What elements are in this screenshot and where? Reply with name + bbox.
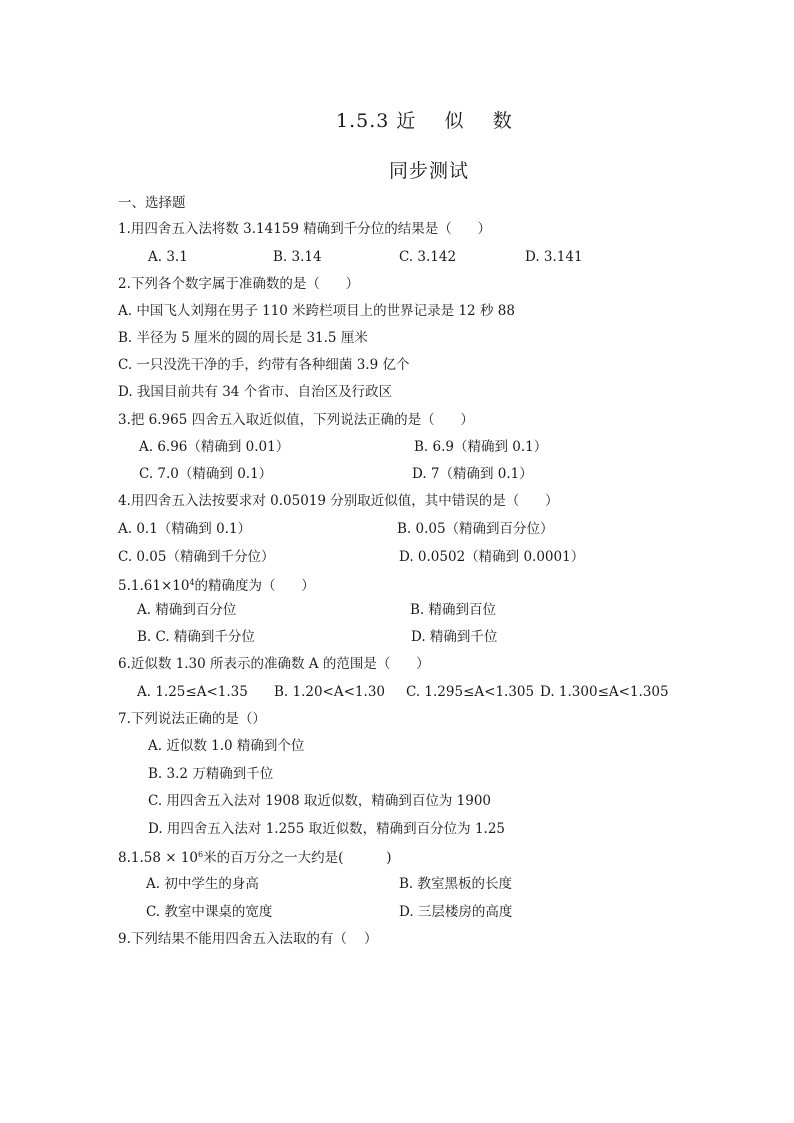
question-8-stem-tail: 米的百万分之一大约是( )	[203, 850, 392, 866]
question-2-option-d: D. 我国目前共有 34 个省市、自治区及行政区	[118, 384, 393, 400]
question-8-option-a: A. 初中学生的身高	[146, 876, 259, 892]
question-6-option-a: A. 1.25≤A<1.35	[137, 684, 248, 700]
question-5-option-a: A. 精确到百分位	[137, 602, 237, 618]
question-4-stem: 4.用四舍五入法按要求对 0.05019 分别取近似值，其中错误的是（ ）	[118, 493, 559, 509]
section-heading: 一、选择题	[118, 195, 186, 211]
question-7-stem: 7.下列说法正确的是（）	[118, 711, 266, 727]
question-9-stem: 9.下列结果不能用四舍五入法取的有（ ）	[118, 931, 378, 947]
question-5-option-b: B. 精确到百位	[410, 602, 497, 618]
question-2-stem: 2.下列各个数字属于准确数的是（ ）	[118, 276, 360, 292]
question-2-option-c: C. 一只没洗干净的手，约带有各种细菌 3.9 亿个	[118, 357, 410, 373]
question-5-stem-tail: 的精确度为（ ）	[194, 578, 315, 594]
question-4-option-d: D. 0.0502（精确到 0.0001）	[399, 549, 585, 565]
question-1-option-c: C. 3.142	[399, 249, 457, 265]
page-title: 1.5.3 近 似 数	[336, 110, 513, 132]
question-8-option-c: C. 教室中课桌的宽度	[146, 904, 273, 920]
question-6-option-b: B. 1.20<A<1.30	[274, 684, 385, 700]
question-2-option-b: B. 半径为 5 厘米的圆的周长是 31.5 厘米	[118, 330, 368, 346]
question-8-stem-base: 8.1.58 × 10	[118, 850, 199, 866]
question-7-option-a: A. 近似数 1.0 精确到个位	[148, 738, 305, 754]
question-4-option-c: C. 0.05（精确到千分位）	[118, 549, 275, 565]
question-1-stem: 1.用四舍五入法将数 3.14159 精确到千分位的结果是（ ）	[118, 221, 492, 237]
question-5-option-c: B. C. 精确到千分位	[137, 629, 255, 645]
question-6-stem: 6.近似数 1.30 所表示的准确数 A 的范围是（ ）	[118, 656, 430, 672]
question-8-option-b: B. 教室黑板的长度	[399, 876, 513, 892]
question-1-option-b: B. 3.14	[273, 249, 322, 265]
question-4-option-b: B. 0.05（精确到百分位）	[397, 521, 554, 537]
question-7-option-d: D. 用四舍五入法对 1.255 取近似数，精确到百分位为 1.25	[148, 821, 506, 837]
question-1-option-a: A. 3.1	[148, 249, 188, 265]
page-subtitle: 同步测试	[389, 160, 470, 182]
question-1-option-d: D. 3.141	[525, 249, 583, 265]
question-3-option-d: D. 7（精确到 0.1）	[412, 466, 533, 482]
question-5-stem	[118, 574, 315, 595]
question-3-option-a: A. 6.96（精确到 0.01）	[139, 439, 290, 455]
question-4-option-a: A. 0.1（精确到 0.1）	[118, 521, 252, 537]
question-8-stem	[118, 846, 392, 867]
question-3-option-b: B. 6.9（精确到 0.1）	[414, 439, 548, 455]
question-5-option-d: D. 精确到千位	[411, 629, 498, 645]
question-3-option-c: C. 7.0（精确到 0.1）	[139, 466, 273, 482]
question-8-option-d: D. 三层楼房的高度	[399, 904, 513, 920]
question-8-exponent: 6	[198, 850, 204, 859]
question-5-stem-base: 5.1.61×10	[118, 578, 190, 594]
question-3-stem: 3.把 6.965 四舍五入取近似值，下列说法正确的是（ ）	[118, 412, 474, 428]
question-7-option-b: B. 3.2 万精确到千位	[148, 766, 274, 782]
question-5-exponent: 4	[189, 578, 195, 587]
question-7-option-c: C. 用四舍五入法对 1908 取近似数，精确到百位为 1900	[148, 793, 492, 809]
question-2-option-a: A. 中国飞人刘翔在男子 110 米跨栏项目上的世界记录是 12 秒 88	[118, 303, 515, 319]
question-6-option-c: C. 1.295≤A<1.305	[406, 684, 535, 700]
question-6-option-d: D. 1.300≤A<1.305	[540, 684, 669, 700]
